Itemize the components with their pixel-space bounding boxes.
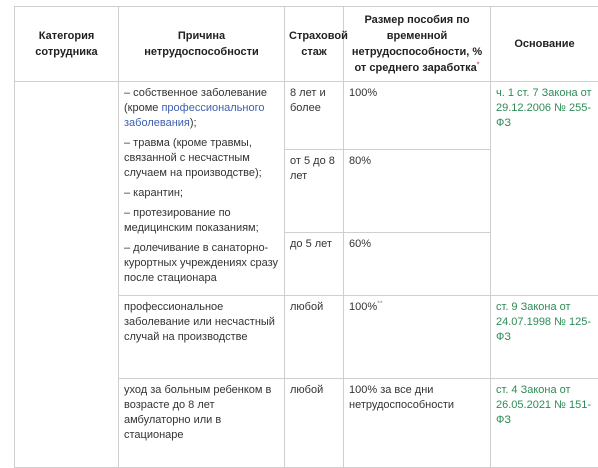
- benefit-amount-cell: 60%: [344, 233, 491, 296]
- benefit-amount-cell: 100%**: [344, 296, 491, 379]
- category-cell: [15, 82, 119, 468]
- basis-link[interactable]: ст. 9 Закона от 24.07.1998 № 125-ФЗ: [491, 296, 598, 379]
- table-header-row: [15, 7, 598, 82]
- reason-list: [124, 86, 279, 286]
- header-category: Категория сотрудника: [15, 7, 119, 82]
- header-reason: Причина нетрудоспособности: [119, 7, 285, 82]
- reason-item: – карантин;: [124, 186, 279, 201]
- basis-link[interactable]: ч. 1 ст. 7 Закона от 29.12.2006 № 255-ФЗ: [491, 82, 598, 296]
- reason-cell: [119, 82, 285, 296]
- header-benefit-amount: [344, 7, 491, 82]
- header-footnote-mark: *: [477, 61, 480, 68]
- benefits-table: [14, 6, 598, 468]
- reason-item: – собственное заболевание (кроме профессионального заболевания);: [124, 86, 279, 131]
- benefit-amount-cell: 100% за все дни нетрудоспособности: [344, 379, 491, 468]
- benefit-amount-cell: 80%: [344, 149, 491, 232]
- reason-item: – травма (кроме травмы, связанной с несчастным случаем на производстве);: [124, 136, 279, 181]
- reason-item: – протезирование по медицинским показаниям;: [124, 206, 279, 236]
- header-insurance-period: Страховой стаж: [285, 7, 344, 82]
- footnote-mark: **: [377, 300, 382, 307]
- insurance-period-cell: любой: [285, 379, 344, 468]
- header-benefit-amount-text: Размер пособия по временной нетрудоспособности, % от среднего заработка: [352, 14, 482, 74]
- insurance-period-cell: любой: [285, 296, 344, 379]
- table-row: [15, 82, 598, 150]
- occupational-disease-link[interactable]: профессионального заболевания: [124, 102, 265, 129]
- insurance-period-cell: до 5 лет: [285, 233, 344, 296]
- insurance-period-cell: от 5 до 8 лет: [285, 149, 344, 232]
- reason-cell: уход за больным ребенком в возрасте до 8 лет амбулаторно или в стационаре: [119, 379, 285, 468]
- basis-link[interactable]: ст. 4 Закона от 26.05.2021 № 151-ФЗ: [491, 379, 598, 468]
- header-basis: Основание: [491, 7, 598, 82]
- benefit-amount-cell: 100%: [344, 82, 491, 150]
- insurance-period-cell: 8 лет и более: [285, 82, 344, 150]
- reason-item: – долечивание в санаторно-курортных учреждениях сразу после стационара: [124, 241, 279, 286]
- reason-cell: профессиональное заболевание или несчастный случай на производстве: [119, 296, 285, 379]
